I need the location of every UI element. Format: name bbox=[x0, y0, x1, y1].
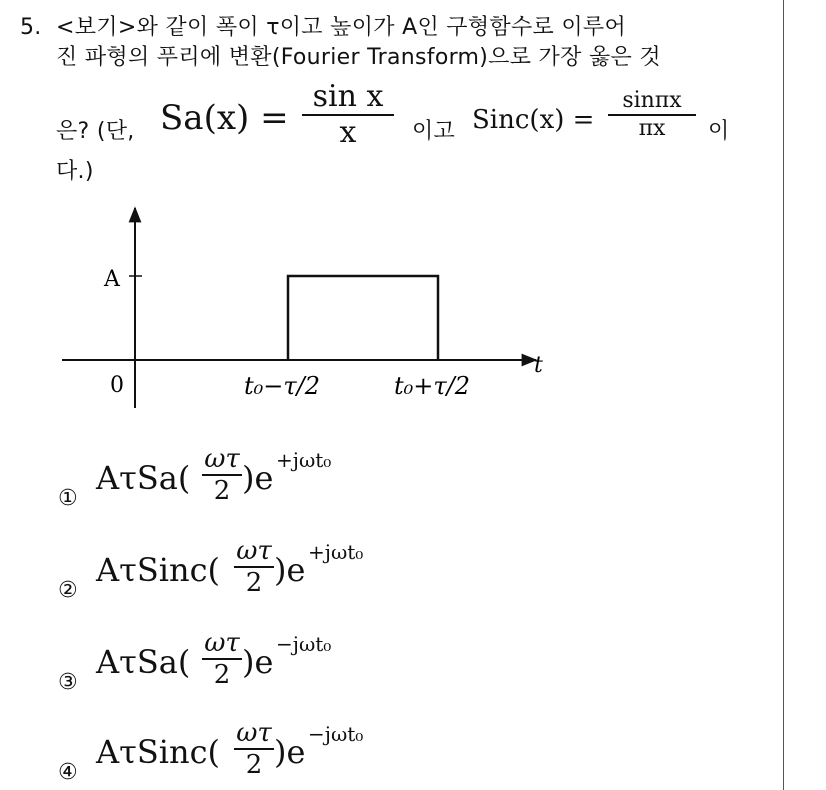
sinc-numerator: sinπx bbox=[622, 88, 682, 113]
question-line-2: 진 파형의 푸리에 변환(Fourier Transform)으로 가장 옳은 것 bbox=[56, 45, 661, 70]
option-3-exponent: −jωt₀ bbox=[276, 632, 332, 656]
question-line-1: <보기>와 같이 폭이 τ이고 높이가 A인 구형함수로 이루어 bbox=[56, 15, 627, 40]
option-4-exponent: −jωt₀ bbox=[308, 722, 364, 746]
option-2-suffix[interactable]: )e bbox=[274, 551, 306, 589]
option-2-marker[interactable]: ② bbox=[58, 578, 78, 603]
right-edge-label: t₀+τ/2 bbox=[394, 372, 471, 400]
option-1-fraction bbox=[202, 444, 242, 506]
pulse-rectangle bbox=[288, 276, 438, 360]
left-edge-label: t₀−τ/2 bbox=[244, 372, 321, 400]
option-3-fraction bbox=[202, 628, 242, 690]
sa-denominator: x bbox=[339, 115, 357, 150]
option-2-exponent: +jωt₀ bbox=[308, 540, 364, 564]
option-2-numerator: ωτ bbox=[236, 536, 272, 566]
option-3-marker[interactable]: ③ bbox=[58, 670, 78, 695]
option-2-fraction bbox=[234, 536, 274, 598]
option-4-suffix[interactable]: )e bbox=[274, 733, 306, 771]
option-1-exponent: +jωt₀ bbox=[276, 448, 332, 472]
option-3-prefix[interactable]: AτSa( bbox=[96, 643, 191, 681]
option-4-fraction bbox=[234, 718, 274, 780]
x-axis-label: t bbox=[534, 353, 543, 378]
question-line-4: 다.) bbox=[56, 159, 94, 184]
option-4-numerator: ωτ bbox=[236, 718, 272, 748]
option-3-numerator: ωτ bbox=[204, 628, 240, 658]
question-line-3-mid: 이고 bbox=[412, 119, 456, 144]
option-2-prefix[interactable]: AτSinc( bbox=[96, 551, 220, 589]
option-3-denominator: 2 bbox=[213, 660, 231, 690]
option-1-prefix[interactable]: AτSa( bbox=[96, 459, 191, 497]
option-4-prefix[interactable]: AτSinc( bbox=[96, 733, 220, 771]
option-1-numerator: ωτ bbox=[204, 444, 240, 474]
option-4-marker[interactable]: ④ bbox=[58, 760, 78, 785]
sa-numerator: sin x bbox=[312, 79, 384, 114]
sinc-denominator: πx bbox=[638, 116, 666, 141]
option-4-denominator: 2 bbox=[245, 750, 263, 780]
option-1-marker[interactable]: ① bbox=[58, 486, 78, 511]
sinc-definition-lhs: Sinc(x) = bbox=[472, 105, 595, 135]
option-1-denominator: 2 bbox=[213, 476, 231, 506]
question-line-3-start: 은? (단, bbox=[56, 119, 135, 144]
sa-definition-lhs: Sa(x) = bbox=[160, 98, 289, 138]
option-3-suffix[interactable]: )e bbox=[242, 643, 274, 681]
option-1-suffix[interactable]: )e bbox=[242, 459, 274, 497]
y-tick-label: A bbox=[104, 267, 120, 292]
question-number: 5. bbox=[20, 15, 42, 40]
option-2-denominator: 2 bbox=[245, 568, 263, 598]
question-line-3-end: 이 bbox=[708, 119, 730, 144]
origin-label: 0 bbox=[110, 373, 124, 398]
